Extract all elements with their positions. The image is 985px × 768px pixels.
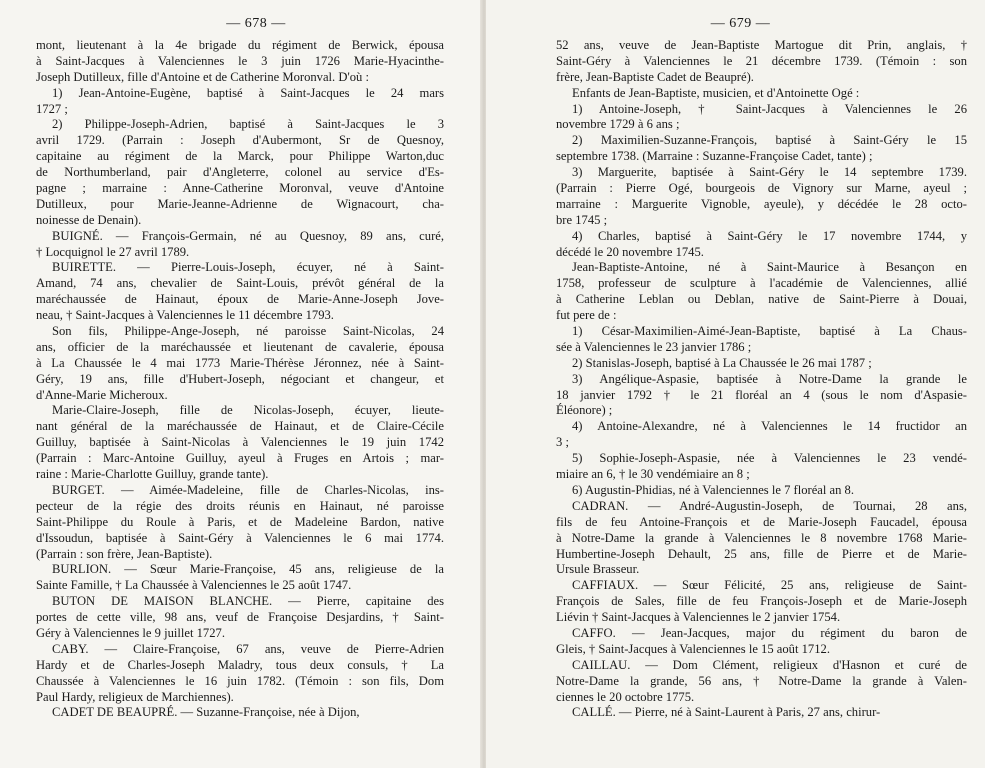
text-line: † Locquignol le 27 avril 1789.	[36, 244, 190, 259]
text-line: François de Sales, fille de feu François-Joseph et de Marie-Joseph	[556, 594, 967, 609]
text-line: CALLÉ. — Pierre, né à Saint-Laurent à Paris, 27 ans, chirur-	[572, 705, 881, 720]
text-line: 1) Antoine-Joseph, † Saint-Jacques à Valenciennes le 26	[572, 101, 967, 116]
text-line: maréchaussée de Hainaut, époux de Marie-Anne-Joseph Jove-	[36, 292, 444, 307]
text-line: Hardy et de Charles-Joseph Maladry, tous deux consuls, † La	[36, 657, 444, 672]
page-number: — 679 —	[710, 16, 771, 31]
text-line: 3) Angélique-Aspasie, baptisée à Notre-Dame la grande le	[572, 371, 967, 386]
text-line: (Parrain : son frère, Jean-Baptiste).	[36, 546, 213, 561]
text-line: ciennes le 20 octobre 1775.	[556, 689, 695, 704]
text-line: BUTON DE MAISON BLANCHE. — Pierre, capitaine des	[52, 594, 444, 609]
text-line: CADRAN. — André-Augustin-Joseph, de Tournai, 28 ans,	[572, 498, 967, 513]
text-line: CADET DE BEAUPRÉ. — Suzanne-Françoise, née à Dijon,	[52, 705, 360, 720]
text-line: marraine : Marguerite Vignoble, ayeule), y décédée le 28 octo-	[556, 196, 967, 211]
text-line: CABY. — Claire-Françoise, 67 ans, veuve de Pierre-Adrien	[52, 641, 444, 656]
text-line: Joseph Dutilleux, fille d'Antoine et de Catherine Moronval. D'où :	[36, 69, 369, 84]
text-line: fut pere de :	[556, 308, 617, 323]
text-line: CAFFO. — Jean-Jacques, major du régiment du baron de	[572, 625, 967, 640]
text-line: bre 1745 ;	[556, 212, 608, 227]
text-line: 3 ;	[556, 435, 569, 450]
text-line: nant général de la maréchaussée de Hainaut, et de Claire-Cécile	[36, 419, 444, 434]
text-line: Sainte Famille, † La Chaussée à Valenciennes le 25 août 1747.	[36, 578, 352, 593]
text-line: de Northumberland, pair d'Angleterre, colonel au service d'Es-	[36, 165, 444, 180]
text-line: 1727 ;	[36, 101, 68, 116]
page-number: — 678 —	[226, 16, 286, 31]
text-line: 2) Maximilien-Suzanne-François, baptisé à Saint-Géry le 15	[572, 133, 967, 148]
text-line: CAFFIAUX. — Sœur Félicité, 25 ans, religieuse de Saint-	[572, 578, 967, 593]
text-line: Éléonore) ;	[556, 403, 613, 418]
text-line: 1) Jean-Antoine-Eugène, baptisé à Saint-Jacques le 24 mars	[52, 85, 444, 100]
text-line: Géry à Valenciennes le 9 juillet 1727.	[36, 625, 225, 640]
text-line: (Parrain : Pierre Ogé, bourgeois de Vignory sur Marne, ayeul ;	[556, 181, 967, 196]
right-page	[486, 0, 985, 768]
text-line: pecteur de la régie des droits réunis en Hainaut, né paroisse	[36, 498, 444, 513]
text-line: fils de feu Antoine-François et de Marie-Joseph Faucadel, épousa	[556, 514, 967, 529]
text-line: noinesse de Denain).	[36, 212, 142, 227]
text-line: (Parrain : Marc-Antoine Guilluy, ayeul à Fruges en Artois ; mar-	[36, 451, 444, 466]
text-line: décédé le 20 novembre 1745.	[556, 244, 704, 259]
text-line: 3) Marguerite, baptisée à Saint-Géry le 14 septembre 1739.	[572, 165, 967, 180]
text-line: Saint-Philippe du Roule à Paris, et de Madeleine Bardon, native	[36, 514, 444, 529]
text-line: Enfants de Jean-Baptiste, musicien, et d'Antoinette Ogé :	[572, 85, 860, 100]
text-line: Chaussée à Valenciennes le 16 juin 1782. (Témoin : son fils, Dom	[36, 673, 444, 688]
text-line: neau, † Saint-Jacques à Valenciennes le 11 décembre 1793.	[36, 308, 334, 323]
text-line: Liévin † Saint-Jacques à Valenciennes le 2 janvier 1754.	[556, 610, 841, 625]
text-line: BURLION. — Sœur Marie-Françoise, 45 ans, religieuse de la	[52, 562, 444, 577]
text-line: frère, Jean-Baptiste Cadet de Beaupré).	[556, 69, 754, 84]
text-line: sée à Valenciennes le 23 janvier 1786 ;	[556, 339, 752, 354]
text-line: à Notre-Dame la grande à Valenciennes le 8 novembre 1768 Marie-	[556, 530, 967, 545]
text-line: Notre-Dame la grande, 56 ans, † Notre-Dame la grande à Valen-	[556, 673, 967, 688]
text-line: Géry, 19 ans, fille d'Hubert-Joseph, négociant et changeur, et	[36, 371, 444, 386]
text-line: Humbertine-Joseph Dehault, 25 ans, fille de Pierre et de Marie-	[556, 546, 967, 561]
text-line: BUIRETTE. — Pierre-Louis-Joseph, écuyer, né à Saint-	[52, 260, 444, 275]
text-line: Paul Hardy, religieux de Marchiennes).	[36, 689, 234, 704]
text-line: à Saint-Jacques à Valenciennes le 3 juin 1726 Marie-Hyacinthe-	[36, 53, 444, 68]
text-line: Gleis, † Saint-Jacques à Valenciennes le 15 août 1712.	[556, 641, 830, 656]
text-line: d'Anne-Marie Micheroux.	[36, 387, 168, 402]
text-line: à Catherine Leblan ou Deblan, native de Saint-Pierre à Douai,	[556, 292, 967, 307]
text-line: à La Chaussée le 4 mai 1773 Marie-Thérèse Jéronnez, née à Saint-	[36, 355, 444, 370]
text-line: Jean-Baptiste-Antoine, né à Saint-Maurice à Besançon en	[572, 260, 967, 275]
text-line: raine : Marie-Charlotte Guilluy, grande tante).	[36, 467, 269, 482]
text-line: Marie-Claire-Joseph, fille de Nicolas-Joseph, écuyer, lieute-	[52, 403, 444, 418]
text-line: 6) Augustin-Phidias, né à Valenciennes le 7 floréal an 8.	[572, 482, 855, 497]
text-line: Dutilleux, pour Marie-Jeanne-Adrienne de Wignacourt, cha-	[36, 196, 444, 211]
text-line: 1) César-Maximilien-Aimé-Jean-Baptiste, baptisé à La Chaus-	[572, 324, 967, 339]
left-page	[0, 0, 482, 768]
text-line: Saint-Géry à Valenciennes le 21 décembre 1739. (Témoin : son	[556, 53, 967, 68]
text-line: 5) Sophie-Joseph-Aspasie, née à Valenciennes le 23 vendé-	[572, 451, 967, 466]
text-line: Son fils, Philippe-Ange-Joseph, né paroisse Saint-Nicolas, 24	[52, 324, 444, 339]
text-line: capitaine au régiment de la Marck, pour Philippe Warton,duc	[36, 149, 444, 164]
text-line: portes de cette ville, 98 ans, veuf de Françoise Desjardins, † Saint-	[36, 610, 444, 625]
text-line: Amand, 74 ans, chevalier de Saint-Louis, prévôt général de la	[36, 276, 444, 291]
page-text	[0, 38, 482, 721]
text-line: 2) Philippe-Joseph-Adrien, baptisé à Saint-Jacques le 3	[52, 117, 444, 132]
text-line: mont, lieutenant à la 4e brigade du régiment de Berwick, épousa	[36, 38, 444, 52]
text-line: Ursule Brasseur.	[556, 562, 640, 577]
text-line: d'Issoudun, baptisée à Saint-Géry à Valenciennes le 6 mai 1774.	[36, 530, 444, 545]
text-line: septembre 1738. (Marraine : Suzanne-Françoise Cadet, tante) ;	[556, 149, 873, 164]
text-line: miaire an 6, † le 30 vendémiaire an 8 ;	[556, 467, 750, 482]
text-line: avril 1729. (Parrain : Joseph d'Aubermont, Sr de Quesnoy,	[36, 133, 444, 148]
text-line: BUIGNÉ. — François-Germain, né au Quesnoy, 89 ans, curé,	[52, 228, 444, 243]
text-line: pagne ; marraine : Anne-Catherine Moronval, veuve d'Antoine	[36, 181, 444, 196]
text-line: novembre 1729 à 6 ans ;	[556, 117, 680, 132]
text-line: 52 ans, veuve de Jean-Baptiste Martogue dit Prin, anglais, †	[556, 38, 967, 52]
text-line: Guilluy, baptisée à Saint-Nicolas à Valenciennes le 19 juin 1742	[36, 435, 444, 450]
text-line: CAILLAU. — Dom Clément, religieux d'Hasnon et curé de	[572, 657, 967, 672]
text-line: ans, officier de la maréchaussée et lieutenant de cavalerie, épousa	[36, 339, 444, 354]
page-text	[486, 38, 985, 721]
text-line: 4) Antoine-Alexandre, né à Valenciennes le 14 fructidor an	[572, 419, 967, 434]
text-line: BURGET. — Aimée-Madeleine, fille de Charles-Nicolas, ins-	[52, 482, 444, 497]
text-line: 4) Charles, baptisé à Saint-Géry le 17 novembre 1744, y	[572, 228, 967, 243]
text-line: 1758, professeur de sculpture à l'académie de Valenciennes, allié	[556, 276, 967, 291]
text-line: 2) Stanislas-Joseph, baptisé à La Chaussée le 26 mai 1787 ;	[572, 355, 872, 370]
text-line: 18 janvier 1792 † le 21 floréal an 4 (sous le nom d'Aspasie-	[556, 387, 967, 402]
